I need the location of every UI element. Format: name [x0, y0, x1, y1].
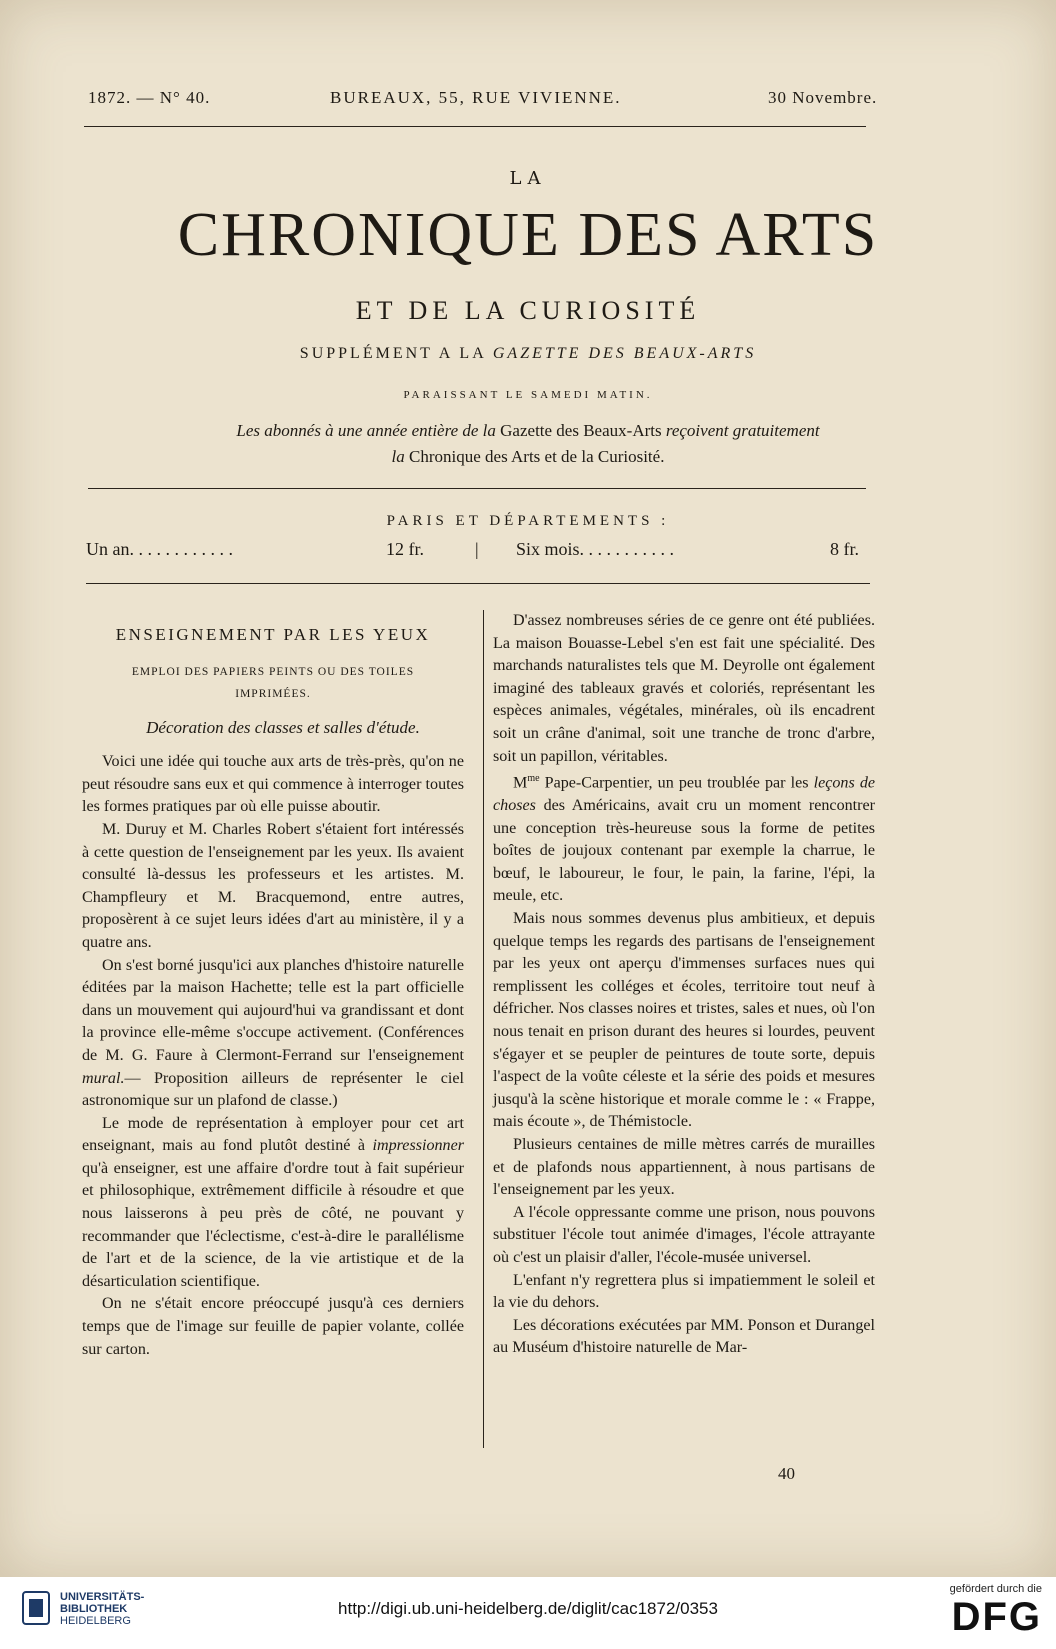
- masthead-rule: [88, 488, 866, 489]
- paragraph: Plusieurs centaines de mille mètres carrés de murailles et de plafonds nous appartiennent, à nous partisans de l'enseignement par les yeux.: [493, 1136, 875, 1199]
- supplement-gazette: GAZETTE DES BEAUX-ARTS: [492, 345, 757, 362]
- honorific: M: [513, 774, 528, 792]
- article-subtitle-line1: EMPLOI DES PAPIERS PEINTS OU DES TOILES: [131, 665, 415, 678]
- notice-line2-start: la: [391, 447, 405, 466]
- subscription-rule: [86, 583, 870, 584]
- honorific-suffix: me: [527, 773, 540, 785]
- page-number: 40: [778, 1464, 795, 1483]
- dfg-logo: DFG: [951, 1595, 1042, 1639]
- library-name-line2: BIBLIOTHEK: [60, 1603, 128, 1615]
- notice-line1-start: Les abonnés à une année entière de la: [236, 421, 496, 440]
- emphasis: leçons de choses: [493, 774, 876, 815]
- paragraph: [82, 1113, 464, 1294]
- masthead-title: CHRONIQUE DES ARTS: [177, 201, 879, 269]
- emphasis: impressionner: [372, 1137, 464, 1155]
- paragraph: On ne s'était encore préoccupé jusqu'à ces derniers temps que de l'image sur feuille de papier volante, collée sur carton.: [82, 1295, 464, 1358]
- subscriber-notice: [0, 418, 1056, 470]
- text-run: Le mode de représentation à employer pour cet art enseignant, mais au fond plutôt destiné à: [82, 1114, 464, 1155]
- paragraph: [493, 768, 875, 908]
- article-column-right: [493, 610, 875, 1360]
- header-rule: [84, 126, 866, 127]
- article-title: ENSEIGNEMENT PAR LES YEUX: [115, 625, 431, 644]
- text-run: des Américains, avait cru un moment rencontrer une conception très-heureuse sous la forme de petites boîtes de joujoux contenant par exemple la charrue, le bœuf, le laboureur, le four, le pain, la farine, l'épi, la meule, etc.: [493, 797, 875, 905]
- funded-by-label: gefördert durch die: [949, 1583, 1042, 1595]
- half-year-price: 8 fr.: [830, 539, 859, 559]
- year-label: Un an. . . . . . . . . . . .: [86, 539, 233, 559]
- half-year-label: Six mois. . . . . . . . . . .: [516, 539, 675, 559]
- issue-date: 30 Novembre.: [768, 88, 878, 107]
- emphasis: mural.: [82, 1069, 125, 1087]
- supplement-prefix: SUPPLÉMENT A LA: [299, 345, 486, 362]
- text-run: qu'à enseigner, est une affaire d'ordre tout à fait supérieur et philosophique, extrêmement difficile à résoudre et que nous laisserons à peu près de côté, ne pouvant y recommander que l'éclectisme, c'est-à-dire le parallélisme de l'art et de la science, de la vie artistique et de la désarticulation scientifique.: [82, 1159, 464, 1290]
- paragraph: D'assez nombreuses séries de ce genre ont été publiées. La maison Bouasse-Lebel s'en est fait une spécialité. Des marchands naturalistes tels que M. Deyrolle ont également imaginé des tableaux gravés et coloriés, représentant les espèces animales, végétales, minérales, où ils encadrent soit un crâne d'animal, soit une tranche de tronc d'arbre, soit un papillon, véritables.: [493, 612, 875, 765]
- supplement-line: [0, 345, 1056, 363]
- library-name-line1: UNIVERSITÄTS-: [60, 1591, 145, 1603]
- masthead-article: LA: [509, 168, 547, 189]
- notice-gazette: Gazette des Beaux-Arts: [500, 421, 662, 440]
- text-run: Pape-Carpentier, un peu troublée par les: [544, 774, 809, 792]
- price-separator: |: [475, 539, 479, 559]
- paragraph: Voici une idée qui touche aux arts de très-près, qu'on ne peut résoudre sans eux et qui commence à interroger toutes les formes pratiques par où elle puisse aboutir.: [82, 753, 464, 816]
- text-run: On s'est borné jusqu'ici aux planches d'histoire naturelle éditées par la maison Hachette; telle est la part officielle dans un mouvement qui aujourd'hui va grandissant et dont la province elle-même s'occupe activement. (Conférences de M. G. Faure à Clermont-Ferrand sur l'enseignement: [82, 956, 464, 1064]
- source-url[interactable]: http://digi.ub.uni-heidelberg.de/diglit/cac1872/0353: [338, 1599, 718, 1618]
- issue-number: 1872. — N° 40.: [88, 88, 211, 107]
- library-name-line3: HEIDELBERG: [60, 1615, 131, 1627]
- digitization-footer: [0, 1577, 1056, 1649]
- office-address: BUREAUX, 55, RUE VIVIENNE.: [330, 88, 622, 107]
- publication-schedule: PARAISSANT LE SAMEDI MATIN.: [403, 389, 653, 401]
- paragraph: M. Duruy et M. Charles Robert s'étaient fort intéressés à cette question de l'enseignement par les yeux. Ils avaient consulté là-dessus les professeurs et les artistes. M. Champfleury et M. Bracquemond, entre autres, proposèrent à ce sujet leurs idées d'art au ministère, il y a quatre ans.: [82, 820, 464, 951]
- text-run: — Proposition ailleurs de représenter le ciel astronomique sur un plafond de classe.): [82, 1069, 464, 1110]
- article-subtitle: [82, 661, 464, 705]
- section-heading: Décoration des classes et salles d'étude.: [146, 717, 420, 737]
- column-divider: [483, 610, 484, 1448]
- notice-line1-end: reçoivent gratuitement: [665, 421, 820, 440]
- year-price: 12 fr.: [386, 539, 424, 559]
- paragraph: [82, 955, 464, 1113]
- paragraph: L'enfant n'y regrettera plus si impatiemment le soleil et la vie du dehors.: [493, 1271, 875, 1312]
- paragraph: Mais nous sommes devenus plus ambitieux, et depuis quelque temps les regards des partisans de l'enseignement par les yeux ont aperçu d'immenses surfaces nues qui remplissent les colléges et écoles, territoire tout neuf à défricher. Nos classes noires et tristes, sales et nues, où l'on nous tenait en prison durant des heures si lourdes, peuvent s'égayer et se peupler de peintures de toute sorte, depuis l'aspect de la voûte céleste et la série des poids et mesures jusqu'à la scène historique et morale comme le : « Frappe, mais écoute », de Thémistocle.: [493, 910, 875, 1131]
- paragraph: A l'école oppressante comme une prison, nous pouvons substituer l'école tout animée d'images, l'école attrayante où c'est un plaisir d'aller, l'école-musée universel.: [493, 1203, 875, 1266]
- notice-chronique: Chronique des Arts et de la Curiosité.: [409, 447, 665, 466]
- subscription-heading: PARIS ET DÉPARTEMENTS :: [386, 513, 670, 529]
- article-column-left: [82, 610, 464, 1361]
- masthead-subtitle: ET DE LA CURIOSITÉ: [355, 296, 701, 325]
- article-subtitle-line2: IMPRIMÉES.: [235, 687, 311, 700]
- paragraph: Les décorations exécutées par MM. Ponson et Durangel au Muséum d'histoire naturelle de Mar-: [493, 1316, 875, 1357]
